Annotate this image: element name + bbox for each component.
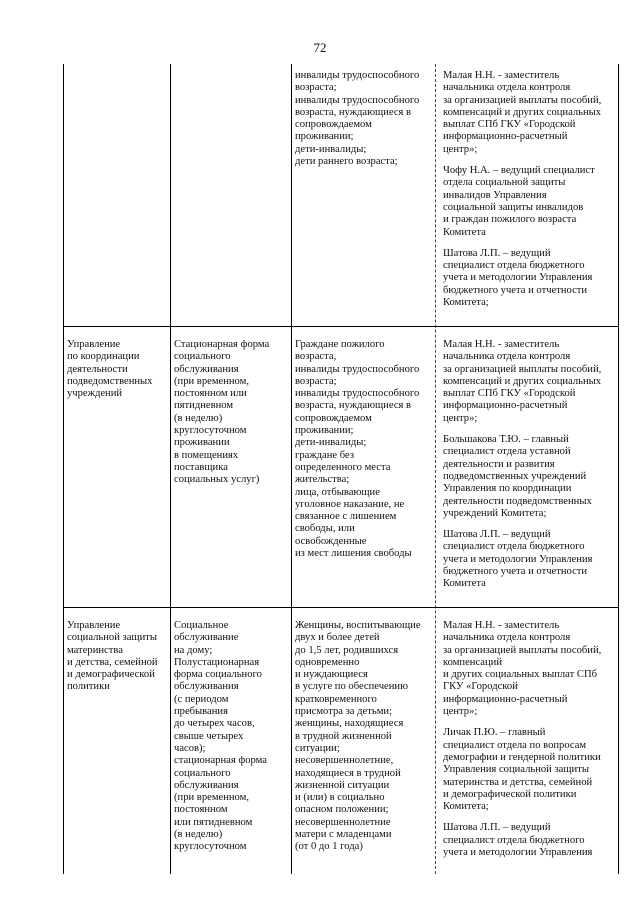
responsible-person	[443, 70, 615, 156]
responsible-person	[443, 434, 615, 520]
responsible-line: учета и методологии Управления	[443, 553, 593, 565]
responsible-line: Личак П.Ю. – главный	[443, 727, 546, 739]
responsible-line: бюджетного учета и отчетности	[443, 284, 588, 296]
responsible-line: Управления по координации	[443, 483, 572, 495]
responsible-line: за организацией выплаты пособий,	[443, 94, 602, 106]
responsible-line: Чофу Н.А. – ведущий специалист	[443, 165, 595, 177]
cell-line: несовершеннолетние	[295, 816, 391, 828]
row-3-responsible	[443, 620, 615, 868]
responsible-line: центр»;	[443, 143, 478, 155]
cell-line: инвалиды трудоспособного	[295, 94, 420, 106]
cell-line: жительства;	[295, 474, 350, 486]
cell-line: проживании;	[295, 425, 354, 437]
cell-line: политики	[67, 681, 110, 693]
responsible-line: специалист отдела уставной	[443, 446, 571, 458]
responsible-line: Малая Н.Н. - заместитель	[443, 620, 560, 631]
cell-line: возраста;	[295, 82, 337, 94]
cell-line: опасном положении;	[295, 804, 389, 816]
cell-line: находящиеся в трудной	[295, 767, 401, 779]
responsible-person	[443, 529, 615, 590]
row-2-department	[67, 339, 167, 400]
responsible-line: учреждений Комитета;	[443, 507, 547, 519]
cell-line: возраста, нуждающиеся в	[295, 106, 412, 118]
cell-line: возраста, нуждающиеся в	[295, 400, 412, 412]
responsible-person	[443, 620, 615, 718]
cell-line: социального	[174, 767, 231, 779]
cell-line: Женщины, воспитывающие	[295, 620, 421, 631]
responsible-line: деятельности и развития	[443, 458, 555, 470]
cell-line: обслуживания	[174, 363, 239, 375]
cell-line: и демографической	[67, 669, 155, 681]
cell-line: (от 0 до 1 года)	[295, 841, 363, 853]
cell-line: круглосуточном	[174, 425, 247, 437]
responsible-line: выплат СПб ГКУ «Городской	[443, 388, 576, 400]
cell-line: жизненной ситуации	[295, 779, 390, 791]
cell-line: материнства	[67, 644, 123, 656]
responsible-line: Шатова Л.П. – ведущий	[443, 822, 551, 834]
cell-line: свыше четырех	[174, 730, 244, 742]
cell-line: определенного места	[295, 461, 391, 473]
responsible-line: Большакова Т.Ю. – главный	[443, 434, 569, 446]
cell-line: постоянном	[174, 804, 228, 816]
responsible-line: информационно-расчетный	[443, 131, 568, 143]
cell-line: круглосуточном	[174, 841, 247, 853]
cell-line: деятельности	[67, 363, 128, 375]
responsible-line: социальной защиты инвалидов	[443, 201, 584, 213]
responsible-line: специалист отдела бюджетного	[443, 541, 585, 553]
row-2-responsible	[443, 339, 615, 600]
row-divider-1	[63, 326, 619, 327]
cell-line: лица, отбывающие	[295, 486, 380, 498]
responsible-line: и других социальных выплат СПб	[443, 669, 597, 681]
cell-line: обслуживание	[174, 632, 239, 644]
cell-line: постоянном или	[174, 388, 247, 400]
cell-line: инвалиды трудоспособного	[295, 388, 420, 400]
row-1-recipients	[295, 70, 433, 168]
responsible-person	[443, 248, 615, 309]
responsible-line: бюджетного учета и отчетности	[443, 566, 588, 578]
responsible-line: центр»;	[443, 706, 478, 718]
cell-line: проживании;	[295, 131, 354, 143]
responsible-line: учета и методологии Управления	[443, 847, 593, 859]
column-divider-3	[435, 64, 436, 874]
row-3-department	[67, 620, 167, 694]
cell-line: в услуге по обеспечению	[295, 681, 409, 693]
responsible-line: компенсаций	[443, 656, 502, 668]
cell-line: Управление	[67, 339, 121, 350]
responsible-line: Шатова Л.П. – ведущий	[443, 247, 551, 259]
cell-line: сопровождаемом	[295, 119, 372, 131]
responsible-line: за организацией выплаты пособий,	[443, 363, 602, 375]
cell-line: форма социального	[174, 669, 262, 681]
cell-line: по координации	[67, 351, 140, 363]
cell-line: уголовное наказание, не	[295, 498, 405, 510]
responsible-line: компенсаций и других социальных	[443, 106, 602, 118]
cell-line: поставщика	[174, 461, 228, 473]
cell-line: дети раннего возраста;	[295, 156, 398, 168]
cell-line: (в неделю)	[174, 412, 223, 424]
responsible-line: начальника отдела контроля	[443, 351, 571, 363]
cell-line: и детства, семейной	[67, 656, 158, 668]
cell-line: (с периодом	[174, 693, 229, 705]
row-2-recipients	[295, 339, 433, 560]
responsible-line: учета и методологии Управления	[443, 272, 593, 284]
cell-line: Социальное	[174, 620, 229, 631]
cell-line: свободы, или	[295, 523, 355, 535]
table-border-left	[63, 64, 64, 874]
responsible-line: ГКУ «Городской	[443, 681, 518, 693]
column-divider-1	[170, 64, 171, 874]
cell-line: проживании	[174, 437, 230, 449]
responsible-line: Малая Н.Н. - заместитель	[443, 70, 560, 81]
cell-line: социального	[174, 351, 231, 363]
cell-line: и (или) в социально	[295, 792, 385, 804]
cell-line: или пятидневном	[174, 816, 253, 828]
cell-line: возраста;	[295, 375, 337, 387]
responsible-person	[443, 727, 615, 813]
cell-line: возраста,	[295, 351, 337, 363]
cell-line: освобожденные	[295, 535, 367, 547]
responsible-line: компенсаций и других социальных	[443, 375, 602, 387]
cell-line: в трудной жизненной	[295, 730, 392, 742]
cell-line: на дому;	[174, 644, 213, 656]
cell-line: двух и более детей	[295, 632, 380, 644]
responsible-line: начальника отдела контроля	[443, 632, 571, 644]
cell-line: (при временном,	[174, 792, 250, 804]
cell-line: в помещениях	[174, 449, 239, 461]
cell-line: матери с младенцами	[295, 829, 392, 841]
responsible-line: Комитета;	[443, 297, 489, 309]
cell-line: обслуживания	[174, 681, 239, 693]
responsible-line: деятельности подведомственных	[443, 495, 592, 507]
cell-line: обслуживания	[174, 779, 239, 791]
responsible-line: начальника отдела контроля	[443, 82, 571, 94]
responsible-line: специалист отдела бюджетного	[443, 260, 585, 272]
cell-line: Управление	[67, 620, 121, 631]
row-3-recipients	[295, 620, 433, 854]
responsible-line: и граждан пожилого возраста	[443, 214, 577, 226]
responsible-line: выплат СПб ГКУ «Городской	[443, 119, 576, 131]
cell-line: социальной защиты	[67, 632, 157, 644]
responsible-person	[443, 339, 615, 425]
cell-line: женщины, находящиеся	[295, 718, 404, 730]
cell-line: ситуации;	[295, 742, 340, 754]
cell-line: социальных услуг)	[174, 474, 260, 486]
responsible-line: Управления социальной защиты	[443, 764, 589, 776]
cell-line: Граждане пожилого	[295, 339, 385, 350]
responsible-line: специалист отдела бюджетного	[443, 834, 585, 846]
responsible-line: демографии и гендерной политики	[443, 751, 601, 763]
responsible-line: информационно-расчетный	[443, 693, 568, 705]
row-divider-2	[63, 607, 619, 608]
cell-line: дети-инвалиды;	[295, 437, 367, 449]
row-1-responsible	[443, 70, 615, 318]
cell-line: Полустационарная	[174, 656, 260, 668]
cell-line: и нуждающиеся	[295, 669, 368, 681]
responsible-line: информационно-расчетный	[443, 400, 568, 412]
cell-line: до четырех часов,	[174, 718, 255, 730]
cell-line: (при временном,	[174, 375, 250, 387]
responsible-line: Малая Н.Н. - заместитель	[443, 339, 560, 350]
row-3-service-form	[174, 620, 288, 854]
cell-line: Стационарная форма	[174, 339, 270, 350]
cell-line: из мест лишения свободы	[295, 548, 412, 560]
services-table	[63, 64, 619, 874]
cell-line: инвалиды трудоспособного	[295, 363, 420, 375]
cell-line: несовершеннолетние,	[295, 755, 394, 767]
responsible-line: за организацией выплаты пособий,	[443, 644, 602, 656]
responsible-person	[443, 822, 615, 859]
cell-line: инвалиды трудоспособного	[295, 70, 420, 81]
cell-line: кратковременного	[295, 693, 377, 705]
cell-line: связанное с лишением	[295, 511, 397, 523]
cell-line: сопровождаемом	[295, 412, 372, 424]
responsible-line: и демографической политики	[443, 788, 577, 800]
responsible-line: Комитета	[443, 226, 486, 238]
cell-line: подведомственных	[67, 375, 153, 387]
cell-line: пребывания	[174, 706, 228, 718]
column-divider-2	[291, 64, 292, 874]
cell-line: учреждений	[67, 388, 123, 400]
cell-line: граждане без	[295, 449, 355, 461]
cell-line: (в неделю)	[174, 829, 223, 841]
cell-line: часов);	[174, 742, 206, 754]
table-border-right	[618, 64, 619, 874]
responsible-line: центр»;	[443, 412, 478, 424]
row-2-service-form	[174, 339, 288, 487]
responsible-person	[443, 165, 615, 239]
page-number: 72	[313, 40, 327, 55]
responsible-line: специалист отдела по вопросам	[443, 739, 587, 751]
cell-line: дети-инвалиды;	[295, 143, 367, 155]
responsible-line: Комитета	[443, 578, 486, 590]
responsible-line: инвалидов Управления	[443, 189, 547, 201]
responsible-line: Комитета;	[443, 801, 489, 813]
cell-line: одновременно	[295, 656, 360, 668]
cell-line: присмотра за детьми;	[295, 706, 393, 718]
responsible-line: подведомственных учреждений	[443, 470, 587, 482]
cell-line: пятидневном	[174, 400, 234, 412]
responsible-line: отдела социальной защиты	[443, 177, 566, 189]
responsible-line: Шатова Л.П. – ведущий	[443, 529, 551, 541]
responsible-line: материнства и детства, семейной	[443, 776, 593, 788]
cell-line: стационарная форма	[174, 755, 267, 767]
cell-line: до 1,5 лет, родившихся	[295, 644, 399, 656]
